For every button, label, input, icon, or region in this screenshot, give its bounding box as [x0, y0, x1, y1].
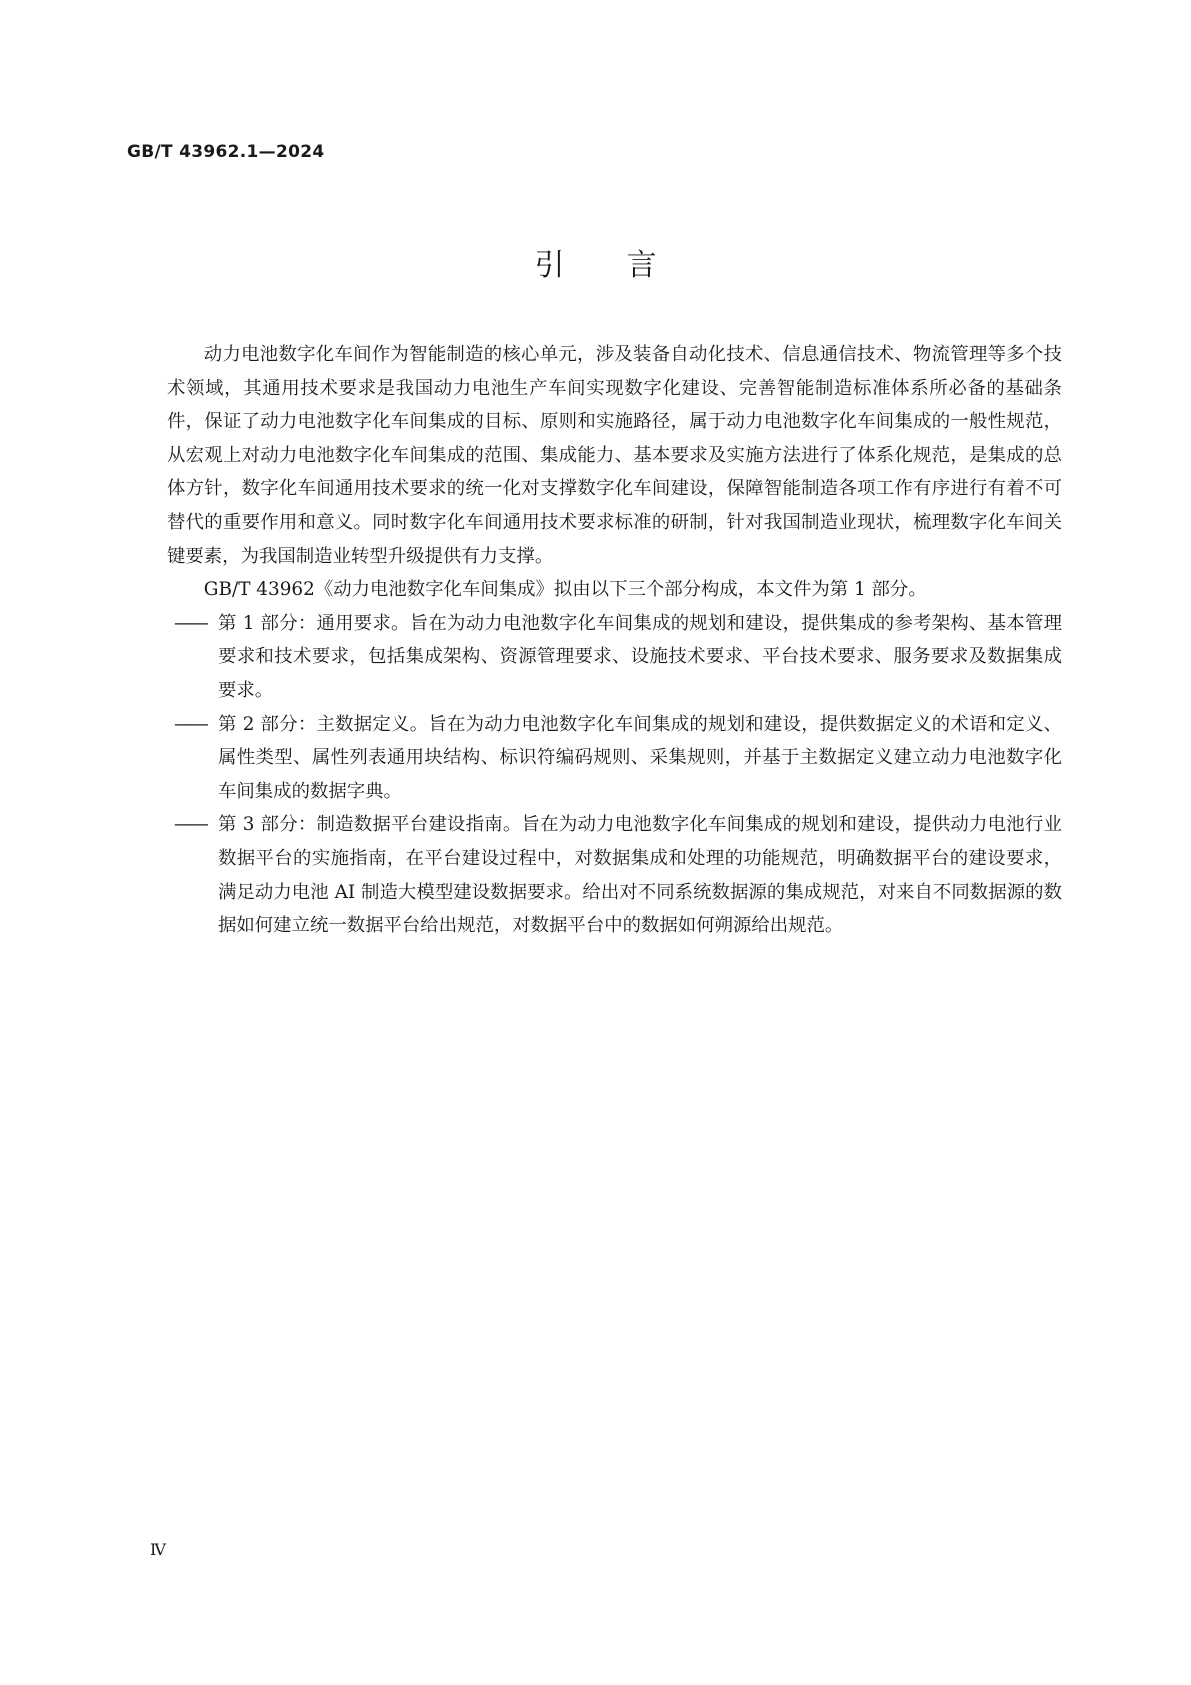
document-code: GB/T 43962.1—2024: [127, 142, 325, 162]
page-number: Ⅳ: [150, 1540, 166, 1559]
list-item-part-2: [167, 708, 1062, 809]
intro-paragraph: 动力电池数字化车间作为智能制造的核心单元，涉及装备自动化技术、信息通信技术、物流管理等多个技术领域，其通用技术要求是我国动力电池生产车间实现数字化建设、完善智能制造标准体系所必备的基础条件，保证了动力电池数字化车间集成的目标、原则和实施路径，属于动力电池数字化车间集成的一般性规范，从宏观上对动力电池数字化车间集成的范围、集成能力、基本要求及实施方法进行了体系化规范，是集成的总体方针，数字化车间通用技术要求的统一化对支撑数字化车间建设，保障智能制造各项工作有序进行有着不可替代的重要作用和意义。同时数字化车间通用技术要求标准的研制，针对我国制造业现状，梳理数字化车间关键要素，为我国制造业转型升级提供有力支撑。: [167, 344, 1062, 567]
list-item-text: 第 3 部分：制造数据平台建设指南。旨在为动力电池数字化车间集成的规划和建设，提供动力电池行业数据平台的实施指南，在平台建设过程中，对数据集成和处理的功能规范，明确数据平台的建设要求，满足动力电池 AI 制造大模型建设数据要求。给出对不同系统数据源的集成规范，对来自不同数据源的数据如何建立统一数据平台给出规范，对数据平台中的数据如何朔源给出规范。: [218, 814, 1062, 937]
list-dash: ——: [174, 814, 207, 836]
list-dash: ——: [174, 612, 207, 634]
list-item-text: 第 2 部分：主数据定义。旨在为动力电池数字化车间集成的规划和建设，提供数据定义的术语和定义、属性类型、属性列表通用块结构、标识符编码规则、采集规则，并基于主数据定义建立动力电池数字化车间集成的数据字典。: [218, 713, 1062, 802]
list-dash: ——: [174, 713, 207, 735]
list-item-part-3: [167, 808, 1062, 942]
list-item-part-1: [167, 607, 1062, 708]
document-body: [167, 338, 1062, 943]
structure-paragraph: GB/T 43962《动力电池数字化车间集成》拟由以下三个部分构成，本文件为第 1 部分。: [203, 579, 927, 601]
list-item-text: 第 1 部分：通用要求。旨在为动力电池数字化车间集成的规划和建设，提供集成的参考架构、基本管理要求和技术要求，包括集成架构、资源管理要求、设施技术要求、平台技术要求、服务要求及数据集成要求。: [218, 612, 1062, 701]
page-title: 引言: [534, 248, 719, 283]
